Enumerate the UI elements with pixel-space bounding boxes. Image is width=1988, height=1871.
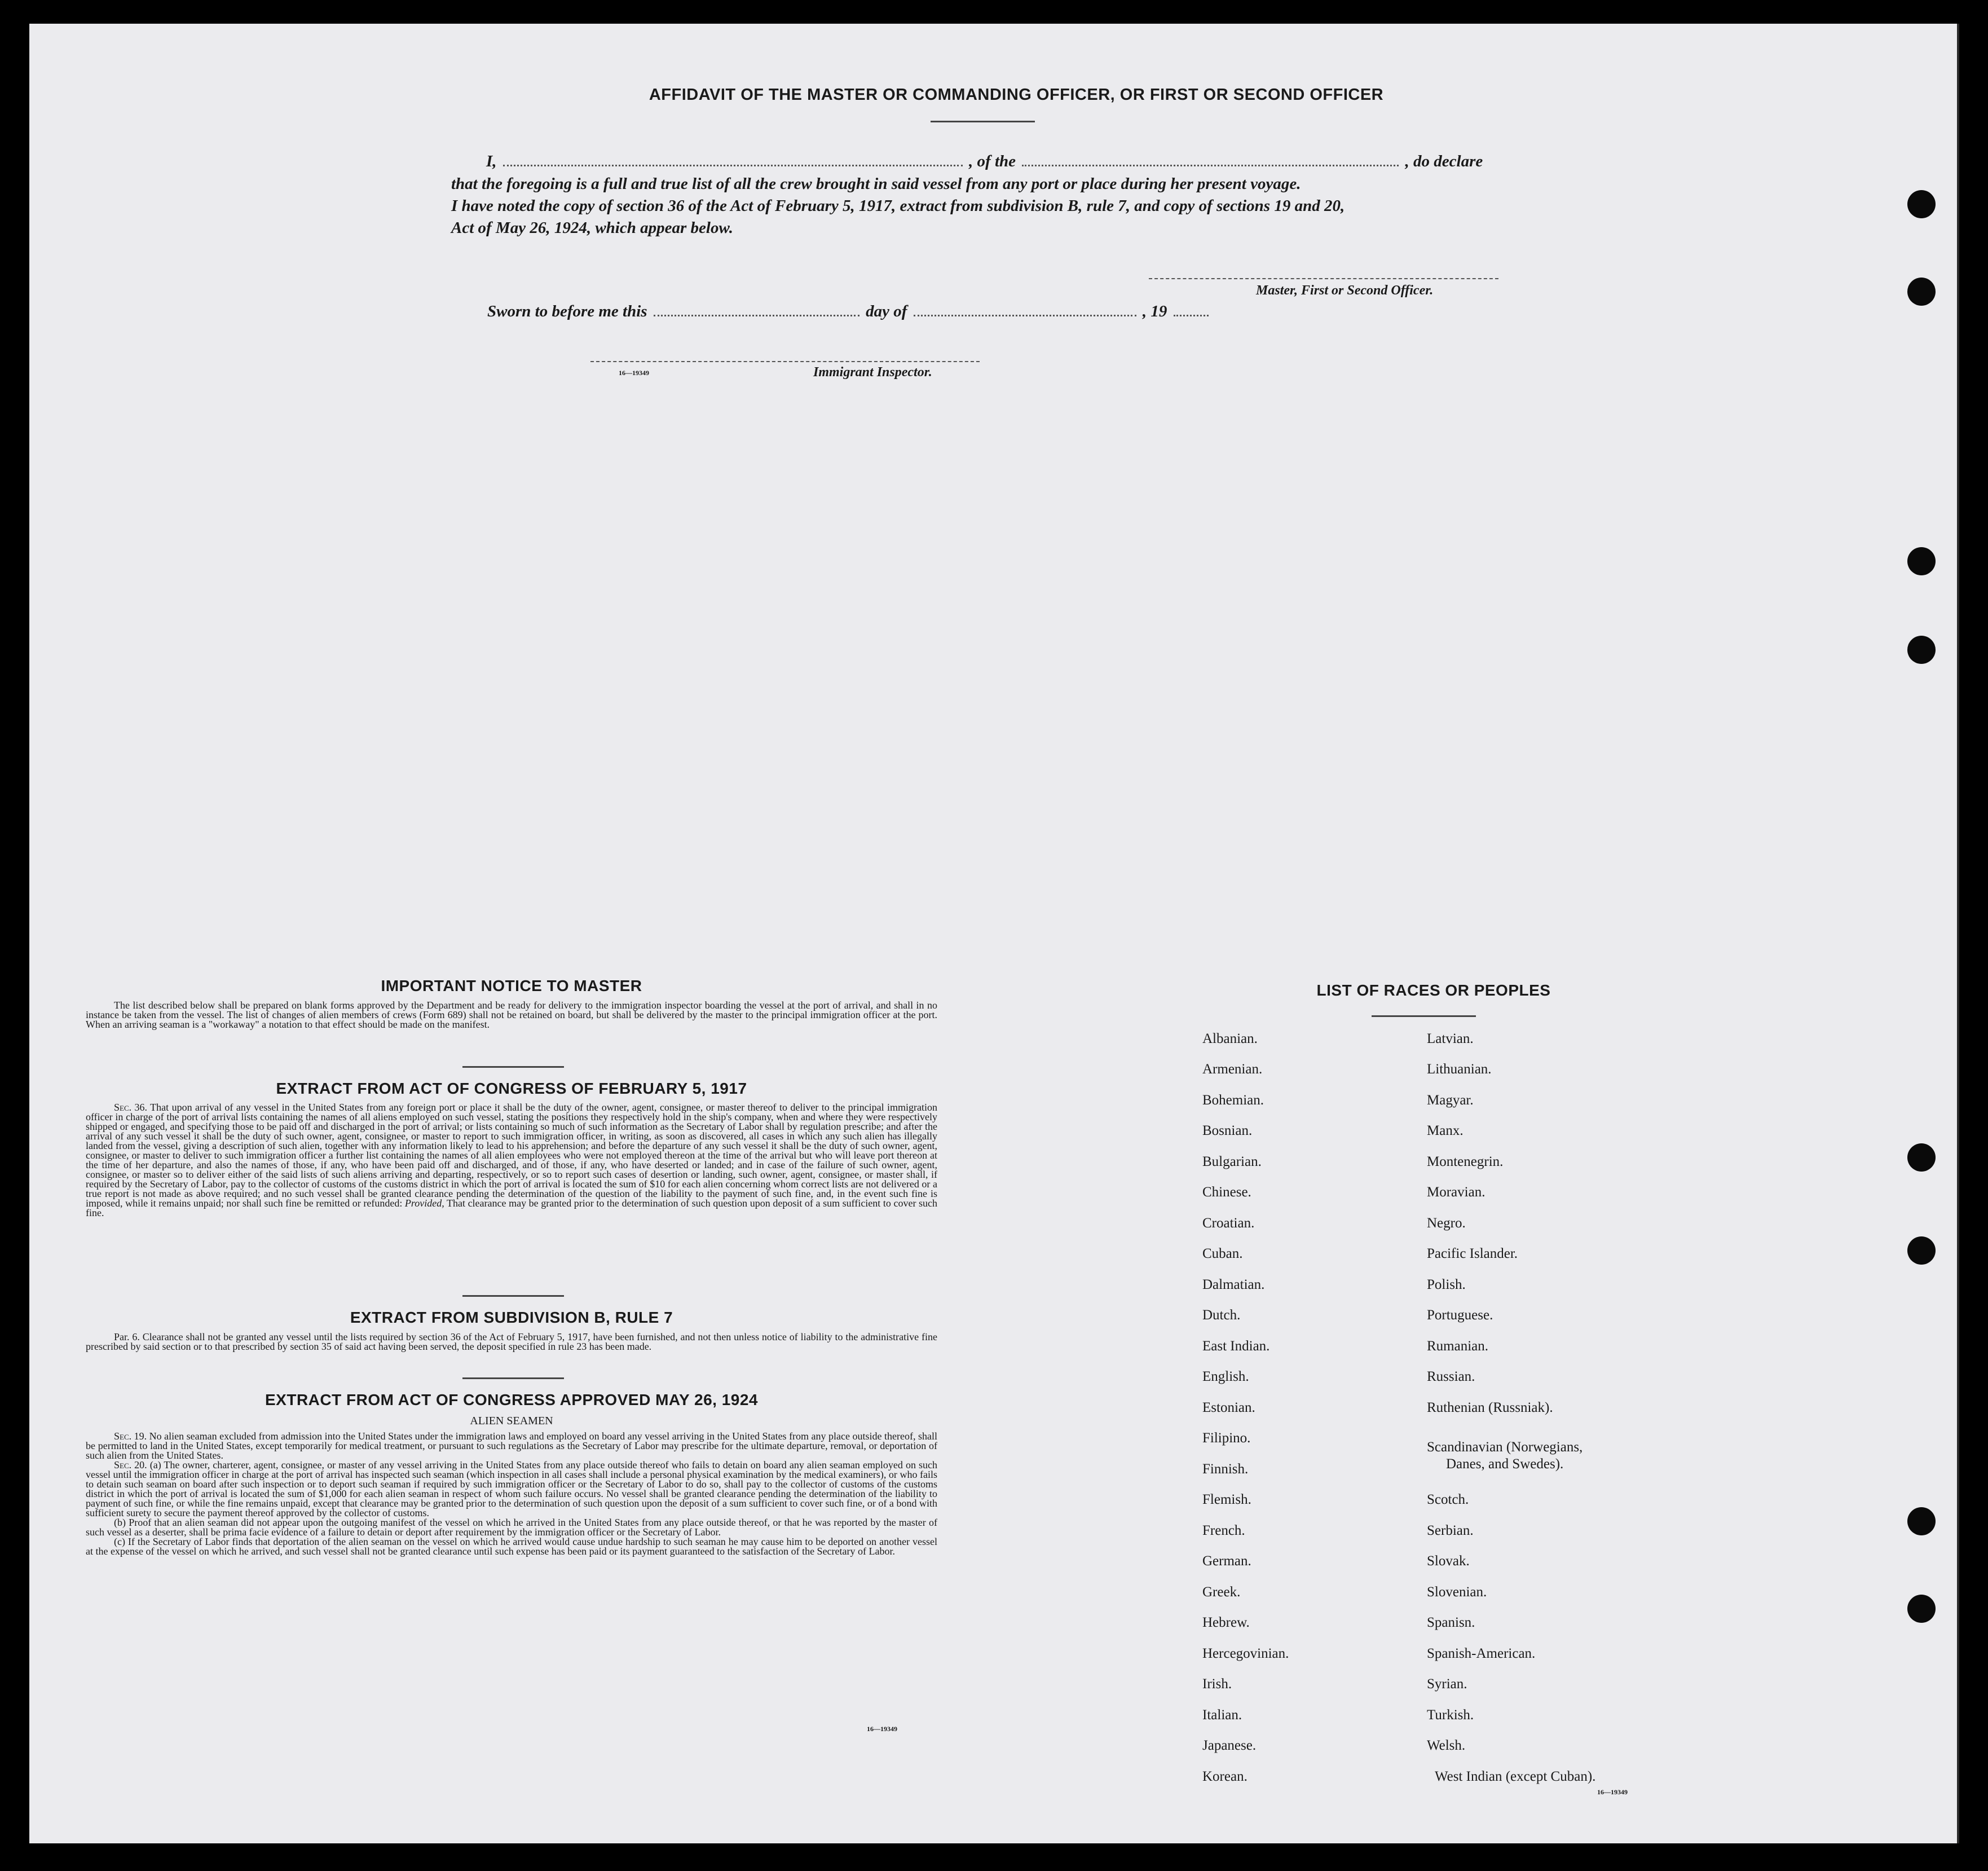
section-20a-paragraph xyxy=(86,1460,937,1518)
race-item: Ruthenian (Russniak). xyxy=(1427,1400,1553,1415)
extract-1917-text xyxy=(86,1103,937,1218)
form-number: 16—19349 xyxy=(619,369,649,377)
race-item: Dalmatian. xyxy=(1202,1277,1265,1292)
signature-line xyxy=(1149,278,1498,279)
extract-1924-text xyxy=(86,1432,937,1556)
punch-hole xyxy=(1907,1143,1936,1172)
affidavit-line-1 xyxy=(486,152,1483,171)
punch-hole xyxy=(1907,636,1936,664)
notice-text xyxy=(86,1001,937,1029)
punch-hole xyxy=(1907,1595,1936,1623)
affidavit-line-2: that the foregoing is a full and true list of all the crew brought in said vessel from any port or place during her present voyage. xyxy=(451,175,1301,193)
section-20a-text: (a) The owner, charterer, agent, consignee, or master of any vessel arriving in the United States from any place outside thereof who fails to detain on board any alien seaman employed on such vessel until the immigration officer in charge at the port of arrival has inspected such seaman (which inspection in all cases shall include a personal physical examination by the medical examiners), or who fails to detain such seaman on board after such inspection or to deport such seaman if required by such immigration officer or the Secretary of Labor to do so, shall pay to the collector of customs of the customs district in which the port of arrival is located the sum of $1,000 for each alien seaman in respect of whom such failure occurs. No vessel shall be granted clearance pending the determination of the liability to payment of such fine, or while the fine remains unpaid, except that clearance may be granted prior to the determination of such question upon the deposit of a sum sufficient to cover such fine, or of a bond with sufficient surety to secure the payment thereof approved by the collector of customs. xyxy=(86,1459,938,1518)
section-20c-paragraph: (c) If the Secretary of Labor finds that deportation of the alien seaman on the vessel on which he arrived would cause undue hardship to such seaman he may cause him to be deported on another vessel at the expense of the vessel on which he arrived, and such vessel shall not be granted clearance until such expense has been paid or its payment guaranteed to the satisfaction of the Secretary of Labor. xyxy=(86,1536,937,1557)
race-item: Serbian. xyxy=(1427,1523,1474,1538)
race-item: English. xyxy=(1202,1369,1249,1384)
inspector-caption: Immigrant Inspector. xyxy=(813,365,932,380)
race-item: Bosnian. xyxy=(1202,1123,1253,1138)
race-item: Polish. xyxy=(1427,1277,1466,1292)
race-item: Portuguese. xyxy=(1427,1308,1493,1323)
section-36-text: That upon arrival of any vessel in the United States from any foreign port or place it shall be the duty of the owner, agent, consignee, or master thereof to deliver to the principal immigration officer in charge of the port of arrival lists containing the names of all aliens employed on such vessel, stating the positions they respectively hold in the ship's company, when and where they were respectively shipped or engaged, and specifying those to be paid off and discharged in the port of arrival; or lists containing so much of such information as the Secretary of Labor shall by regulation prescribe; and after the arrival of any such vessel it shall be the duty of such owner, agent, consignee, or master to report to such immigration officer, in writing, as soon as discovered, all cases in which any such alien has illegally landed from the vessel, giving a description of such alien, together with any information likely to lead to his apprehension; and before the departure of any such vessel it shall be the duty of such owner, agent, consignee, or master to deliver to such immigration officer a further list containing the names of all alien employees who were not employed thereon at the time of the arrival but who will leave port thereon at the time of her departure, and also the names of those, if any, who have been paid off and discharged, and of those, if any, who have deserted or landed; and in case of the failure of such owner, agent, consignee, or master so to deliver either of the said lists of such aliens arriving and departing, respectively, or so to report such cases of desertion or landing, such owner, agent, consignee, or master shall, if required by the Secretary of Labor, pay to the collector of customs of the customs district in which the port of arrival is located the sum of $10 for each alien concerning whom correct lists are not delivered or a true report is not made as above required; and no such vessel shall be granted clearance pending the determination of the question of the liability to the payment of such fine, and, in the event such fine is imposed, while it remains unpaid; nor shall such fine be remitted or refunded: xyxy=(86,1102,938,1209)
race-item: Estonian. xyxy=(1202,1400,1255,1415)
race-item: Danes, and Swedes). xyxy=(1446,1456,1564,1472)
signature-caption: Master, First or Second Officer. xyxy=(1256,283,1434,298)
race-item: Finnish. xyxy=(1202,1461,1249,1477)
section-20b-paragraph: (b) Proof that an alien seaman did not appear upon the outgoing manifest of the vessel on which he arrived in the United States from any place outside thereof, or that he was reported by the master of such vessel as a deserter, shall be prima facie evidence of a failure to detain or deport after requirement by the immigration officer or the Secretary of Labor. xyxy=(86,1517,937,1538)
race-item: Armenian. xyxy=(1202,1062,1263,1077)
race-item: Scotch. xyxy=(1427,1492,1469,1507)
i-label: I, xyxy=(486,152,497,170)
day-of-label: day of xyxy=(866,302,907,320)
notice-title: IMPORTANT NOTICE TO MASTER xyxy=(381,977,642,994)
race-item: Spanish-American. xyxy=(1427,1646,1536,1661)
vessel-blank xyxy=(1022,165,1399,166)
sworn-line xyxy=(487,302,1211,321)
race-item: Bohemian. xyxy=(1202,1093,1264,1108)
affidavit-line-3: I have noted the copy of section 36 of the Act of February 5, 1917, extract from subdivision B, rule 7, and copy of sections 19 and 20, xyxy=(451,197,1345,215)
section-19-paragraph xyxy=(86,1432,937,1460)
of-the-label: , of the xyxy=(969,152,1016,170)
race-item: German. xyxy=(1202,1553,1251,1569)
year-label: , 19 xyxy=(1142,302,1167,320)
race-item: West Indian (except Cuban). xyxy=(1435,1769,1596,1784)
inspector-signature-line xyxy=(590,361,980,362)
section-19-text: No alien seaman excluded from admission into the United States under the immigration laws and employed on board any vessel arriving in the United States from any place outside thereof, shall be permitted to land in the United States, except temporarily for medical treatment, or pursuant to such regulations as the Secretary of Labor may prescribe for the ultimate departure, removal, or deportation of such alien from the United States. xyxy=(86,1430,938,1461)
race-item: Manx. xyxy=(1427,1123,1464,1138)
race-item: Spanisn. xyxy=(1427,1615,1475,1630)
race-item: Russian. xyxy=(1427,1369,1475,1384)
race-item: Korean. xyxy=(1202,1769,1248,1784)
affidavit-title: AFFIDAVIT OF THE MASTER OR COMMANDING OFFICER, OR FIRST OR SECOND OFFICER xyxy=(649,86,1384,104)
race-item: Croatian. xyxy=(1202,1216,1255,1231)
race-item: Irish. xyxy=(1202,1676,1232,1692)
race-item: French. xyxy=(1202,1523,1245,1538)
section-19-label: Sec. 19. xyxy=(114,1430,147,1442)
race-item: Dutch. xyxy=(1202,1308,1241,1323)
races-title: LIST OF RACES OR PEOPLES xyxy=(1316,981,1551,999)
year-blank xyxy=(1174,315,1209,316)
sworn-label: Sworn to before me this xyxy=(487,302,647,320)
rule-7-text xyxy=(86,1332,937,1351)
extract-1917-title: EXTRACT FROM ACT OF CONGRESS OF FEBRUARY 5, 1917 xyxy=(276,1080,747,1097)
race-item: Hebrew. xyxy=(1202,1615,1250,1630)
day-blank xyxy=(654,315,859,316)
race-item: Japanese. xyxy=(1202,1738,1257,1753)
rule-7-title: EXTRACT FROM SUBDIVISION B, RULE 7 xyxy=(350,1309,673,1326)
race-item: Chinese. xyxy=(1202,1185,1251,1200)
punch-hole xyxy=(1907,1236,1936,1265)
race-item: Greek. xyxy=(1202,1584,1241,1600)
race-item: Flemish. xyxy=(1202,1492,1251,1507)
race-item: Turkish. xyxy=(1427,1707,1474,1723)
punch-hole xyxy=(1907,278,1936,306)
race-item: East Indian. xyxy=(1202,1339,1270,1354)
race-item: Cuban. xyxy=(1202,1246,1243,1261)
race-item: Welsh. xyxy=(1427,1738,1466,1753)
alien-seamen-subtitle: ALIEN SEAMEN xyxy=(470,1415,553,1427)
race-item: Latvian. xyxy=(1427,1031,1474,1046)
provided-label: Provided, xyxy=(404,1198,444,1209)
race-item: Bulgarian. xyxy=(1202,1154,1262,1169)
rule-7-paragraph: Par. 6. Clearance shall not be granted any vessel until the lists required by section 36 of the Act of February 5, 1917, have been furnished, and not then unless notice of liability to the administrative fine prescribed by said section or to that prescribed by section 35 of said act having been served, the deposit specified in rule 23 has been made. xyxy=(86,1331,937,1352)
section-20-label: Sec. 20. xyxy=(114,1459,147,1471)
race-item: Scandinavian (Norwegians, xyxy=(1427,1439,1583,1455)
do-declare-label: , do declare xyxy=(1405,152,1483,170)
punch-hole xyxy=(1907,547,1936,575)
punch-hole xyxy=(1907,1507,1936,1535)
race-item: Hercegovinian. xyxy=(1202,1646,1289,1661)
title-divider xyxy=(931,121,1035,122)
section-36-text-end: That clearance may be granted prior to the determination of such question upon deposit of a sum sufficient to cover such fine. xyxy=(86,1198,938,1218)
races-divider xyxy=(1372,1015,1476,1017)
race-item: Pacific Islander. xyxy=(1427,1246,1518,1261)
name-blank xyxy=(503,165,963,166)
race-item: Magyar. xyxy=(1427,1093,1474,1108)
month-blank xyxy=(914,315,1136,316)
race-item: Syrian. xyxy=(1427,1676,1467,1692)
race-item: Montenegrin. xyxy=(1427,1154,1504,1169)
section-36-label: Sec. 36. xyxy=(114,1102,148,1113)
affidavit-line-4: Act of May 26, 1924, which appear below. xyxy=(451,219,733,237)
race-item: Lithuanian. xyxy=(1427,1062,1492,1077)
section-divider xyxy=(462,1066,564,1068)
section-divider xyxy=(462,1295,564,1297)
document-page xyxy=(29,24,1959,1843)
race-item: Slovenian. xyxy=(1427,1584,1487,1600)
punch-hole xyxy=(1907,190,1936,218)
race-item: Albanian. xyxy=(1202,1031,1258,1046)
race-item: Moravian. xyxy=(1427,1185,1486,1200)
form-number: 16—19349 xyxy=(867,1725,897,1733)
race-item: Filipino. xyxy=(1202,1430,1251,1446)
race-item: Negro. xyxy=(1427,1216,1466,1231)
notice-paragraph: The list described below shall be prepared on blank forms approved by the Department and be ready for delivery to the immigration inspector boarding the vessel at the port of arrival, and shall in no instance be taken from the vessel. The list of changes of alien members of crews (Form 689) shall not be retained on board, but shall be delivered by the master to the principal immigration officer at the port. When an arriving seaman is a "workaway" a notation to that effect should be made on the manifest. xyxy=(86,1000,937,1030)
section-divider xyxy=(462,1377,564,1379)
form-number: 16—19349 xyxy=(1597,1788,1628,1796)
race-item: Slovak. xyxy=(1427,1553,1470,1569)
race-item: Italian. xyxy=(1202,1707,1242,1723)
extract-1924-title: EXTRACT FROM ACT OF CONGRESS APPROVED MAY 26, 1924 xyxy=(265,1391,758,1408)
race-item: Rumanian. xyxy=(1427,1339,1489,1354)
section-36-paragraph xyxy=(86,1103,937,1218)
